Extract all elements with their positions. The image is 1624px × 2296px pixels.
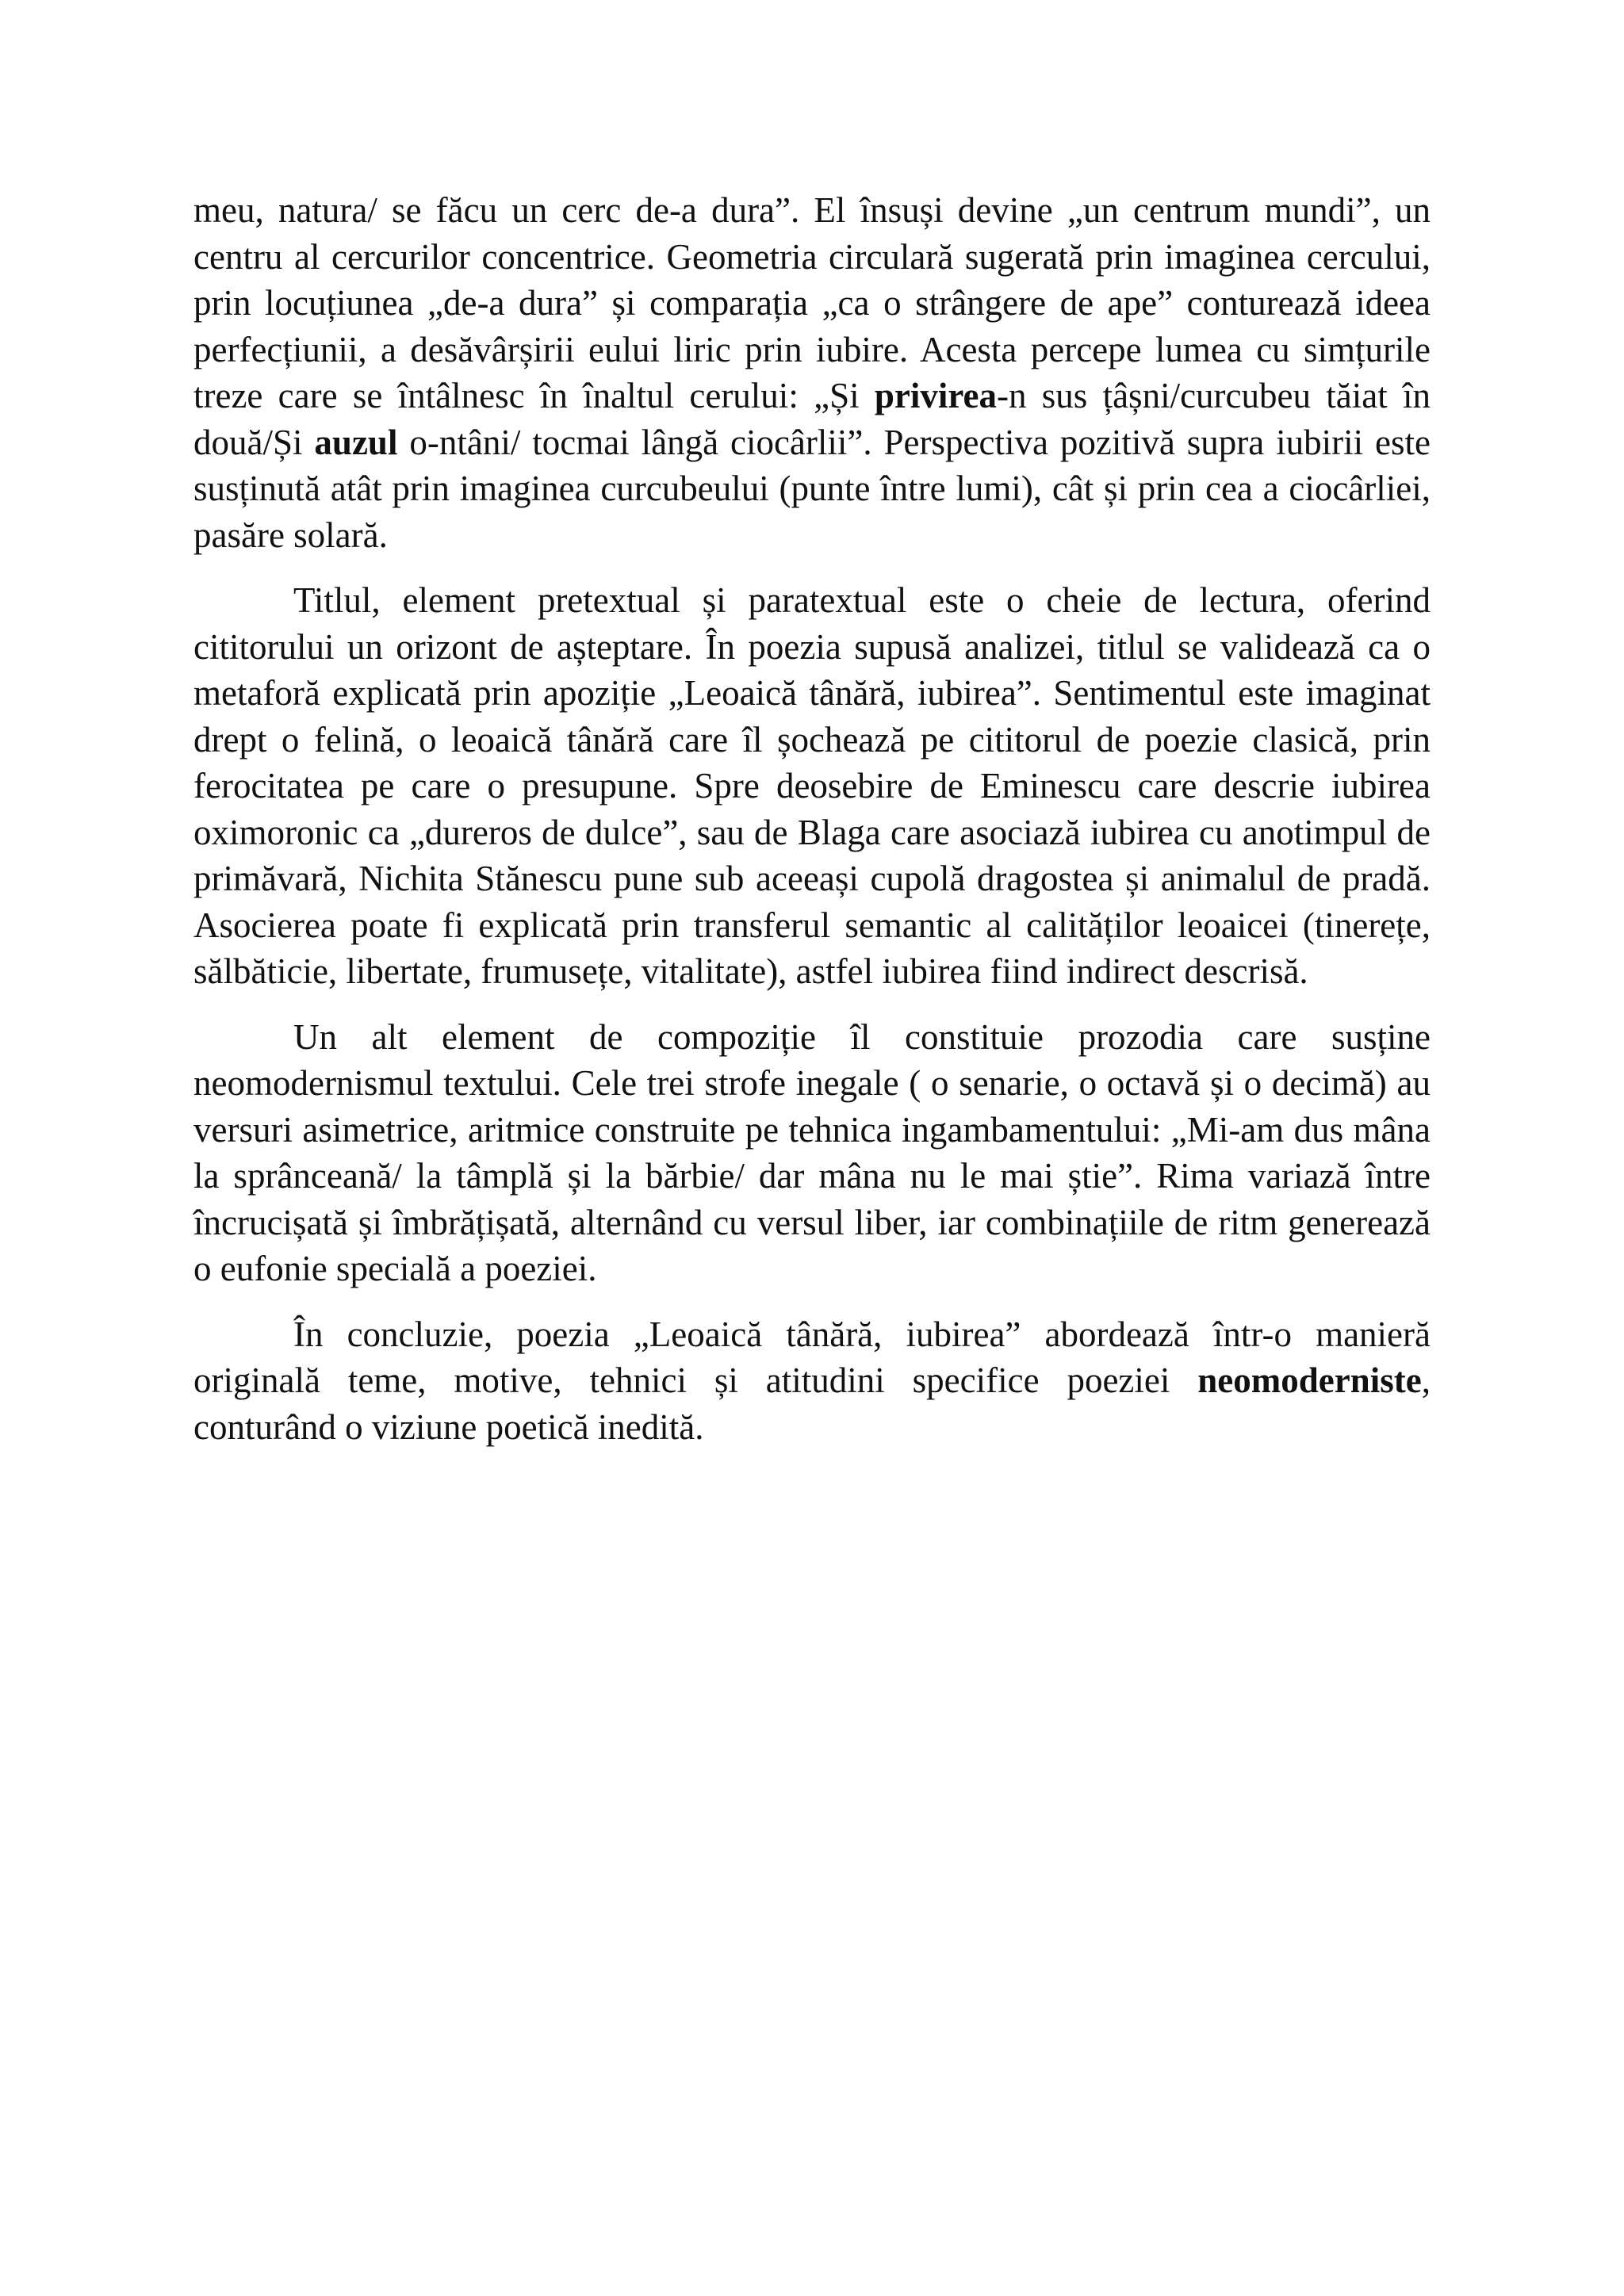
document-body (193, 187, 1431, 1469)
bold-term-auzul: auzul (314, 422, 398, 462)
text-run: În concluzie, poezia „Leoaică tânără, iubirea” abordează într-o manieră originală teme, motive, tehnici și atitudini specifice poeziei (193, 1314, 1431, 1400)
text-run: o-ntâni/ tocmai lângă ciocârlii”. Perspectiva pozitivă supra iubirii este susținută atât prin imaginea curcubeului (punte între lumi), cât și prin cea a ciocârliei, pasăre solară. (193, 422, 1431, 555)
text-run: , conturând o viziune poetică inedită. (193, 1360, 1431, 1447)
text-run: Titlul, element pretextual și paratextual este o cheie de lectura, oferind cititorului un orizont de așteptare. În poezia supusă analizei, titlul se validează ca o metaforă explicată prin apoziție „Leoaică tânără, iubirea”. Sentimentul este imaginat drept o felină, o leoaică tânără care îl șochează pe cititorul de poezie clasică, prin ferocitatea pe care o presupune. Spre deosebire de Eminescu care descrie iubirea oximoronic ca „dureros de dulce”, sau de Blaga care asociază iubirea cu anotimpul de primăvară, Nichita Stănescu pune sub aceeași cupolă dragostea și animalul de pradă. Asocierea poate fi explicată prin transferul semantic al calităților leoaicei (tinerețe, sălbăticie, libertate, frumusețe, vitalitate), astfel iubirea fiind indirect descrisă. (193, 580, 1431, 991)
paragraph-1 (193, 187, 1431, 558)
bold-term-privirea: privirea (874, 376, 998, 415)
text-run: -n sus țâșni/curcubeu tăiat în două/Și (193, 376, 1431, 462)
text-run: meu, natura/ se făcu un cerc de-a dura”. El însuși devine „un centrum mundi”, un centru al cercurilor concentrice. Geometria circulară sugerată prin imaginea cercului, prin locuțiunea „de-a dura” și comparația „ca o strângere de ape” conturează ideea perfecțiunii, a desăvârșirii eului liric prin iubire. Acesta percepe lumea cu simțurile treze care se întâlnesc în înaltul cerului: „Și (193, 190, 1431, 415)
paragraph-4 (193, 1311, 1431, 1451)
paragraph-3 (193, 1014, 1431, 1292)
bold-term-neomoderniste: neomoderniste (1197, 1360, 1422, 1400)
paragraph-2 (193, 577, 1431, 995)
text-run: Un alt element de compoziție îl constituie prozodia care susține neomodernismul textului. Cele trei strofe inegale ( o senarie, o octavă și o decimă) au versuri asimetrice, aritmice construite pe tehnica ingambamentului: „Mi-am dus mâna la sprânceană/ la tâmplă și la bărbie/ dar mâna nu le mai știe”. Rima variază între încrucișată și îmbrățișată, alternând cu versul liber, iar combinațiile de ritm generează o eufonie specială a poeziei. (193, 1016, 1431, 1288)
